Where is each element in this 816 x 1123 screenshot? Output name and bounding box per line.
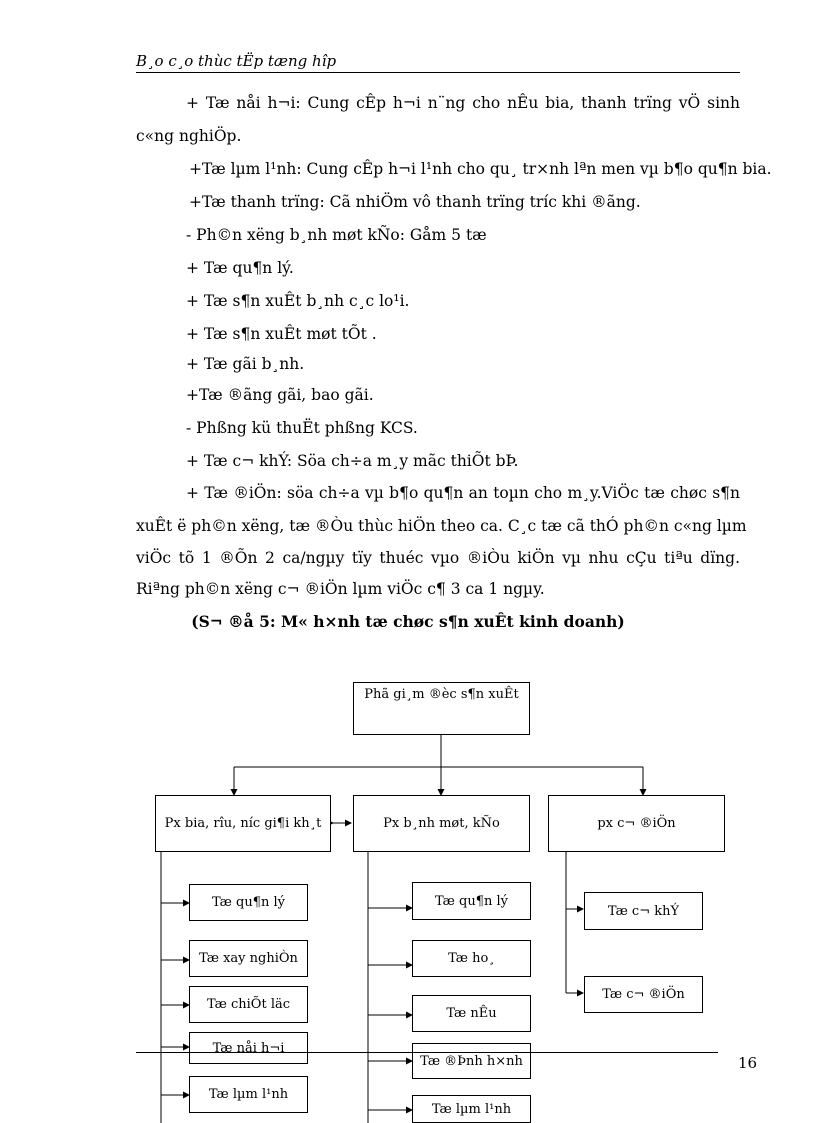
diagram-item-box: Tæ qu¶n lý — [189, 884, 308, 921]
paragraph-line: + Tæ qu¶n lý. — [186, 259, 294, 277]
diagram-item-box: Tæ qu¶n lý — [412, 882, 531, 920]
paragraph-line: + Tæ gãi b¸nh. — [186, 355, 305, 373]
paragraph-line: xuÊt ë ph©n xëng, tæ ®Òu thùc hiÖn theo ca. C¸c tæ cã thÓ ph©n c«ng lµm — [136, 517, 747, 535]
footer-rule — [136, 1052, 718, 1053]
diagram-branch-box: px c¬ ®iÖn — [548, 795, 725, 852]
paragraph-line: + Tæ c¬ khÝ: Söa ch÷a m¸y mãc thiÕt bÞ. — [186, 452, 519, 470]
paragraph-line: viÖc tõ 1 ®Õn 2 ca/ngµy tïy thuéc vµo ®iÒu kiÖn vµ nhu cÇu tiªu dïng. — [136, 549, 740, 567]
paragraph-line: +Tæ lµm l¹nh: Cung cÊp h¬i l¹nh cho qu¸ tr×nh lªn men vµ b¶o qu¶n bia. — [189, 160, 772, 178]
diagram-item-box: Tæ ho¸ — [412, 940, 531, 977]
diagram-caption: (S¬ ®å 5: M« h×nh tæ chøc s¶n xuÊt kinh doanh) — [191, 612, 625, 631]
diagram-item-box: Tæ c¬ ®iÖn — [584, 976, 703, 1013]
diagram-item-box: Tæ chiÕt läc — [189, 986, 308, 1023]
diagram-item-box: Tæ ®Þnh h×nh — [412, 1043, 531, 1079]
diagram-item-box: Tæ lµm l¹nh — [412, 1095, 531, 1123]
paragraph-line: Riªng ph©n xëng c¬ ®iÖn lµm viÖc c¶ 3 ca 1 ngµy. — [136, 580, 545, 598]
header-title: B¸o c¸o thùc tËp tæng hîp — [136, 52, 337, 70]
paragraph-line: +Tæ ®ãng gãi, bao gãi. — [186, 386, 374, 404]
paragraph-line: + Tæ ®iÖn: söa ch÷a vµ b¶o qu¶n an toµn cho m¸y.ViÖc tæ chøc s¶n — [186, 484, 740, 502]
diagram-item-box: Tæ c¬ khÝ — [584, 892, 703, 930]
paragraph-line: c«ng nghiÖp. — [136, 127, 242, 145]
diagram-item-box: Tæ lµm l¹nh — [189, 1076, 308, 1113]
diagram-item-box: Tæ xay nghiÒn — [189, 940, 308, 977]
diagram-item-box: Tæ nåi h¬i — [189, 1032, 308, 1064]
paragraph-line: + Tæ s¶n xuÊt møt tÕt . — [186, 325, 377, 343]
paragraph-line: - Phßng kü thuËt phßng KCS. — [186, 419, 418, 437]
page-number: 16 — [738, 1054, 758, 1072]
paragraph-line: - Ph©n xëng b¸nh møt kÑo: Gåm 5 tæ — [186, 226, 487, 244]
diagram-root-box: Phã gi¸m ®èc s¶n xuÊt — [353, 682, 530, 735]
diagram-branch-box: Px b¸nh møt, kÑo — [353, 795, 530, 852]
diagram-item-box: Tæ nÊu — [412, 995, 531, 1032]
paragraph-line: + Tæ s¶n xuÊt b¸nh c¸c lo¹i. — [186, 292, 410, 310]
paragraph-line: +Tæ thanh trïng: Cã nhiÖm vô thanh trïng tríc khi ®ãng. — [189, 193, 641, 211]
diagram-branch-box: Px bia, rîu, níc gi¶i kh¸t — [155, 795, 331, 852]
paragraph-line: + Tæ nåi h¬i: Cung cÊp h¬i n¨ng cho nÊu bia, thanh trïng vÖ sinh — [186, 94, 740, 112]
